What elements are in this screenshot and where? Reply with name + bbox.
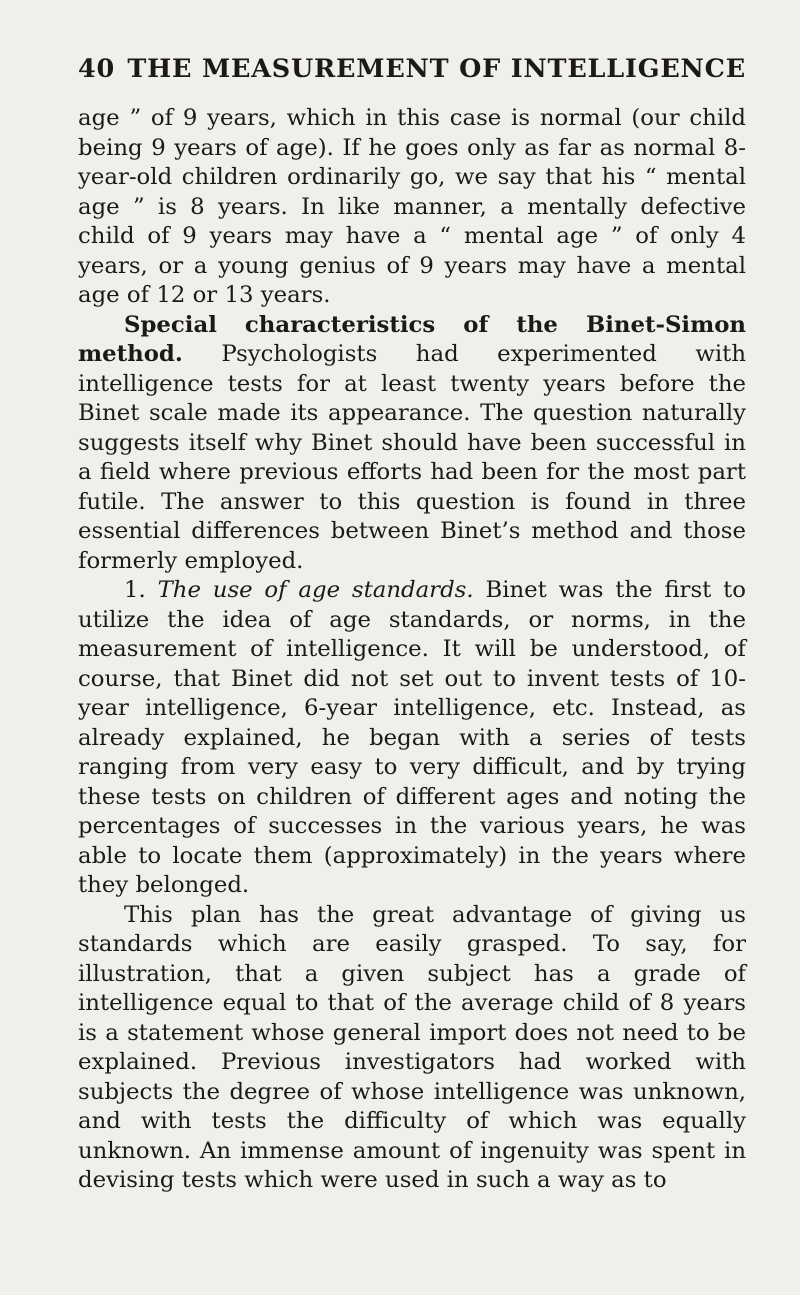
section-heading: Special characteristics of the Binet-Simon method. bbox=[78, 311, 746, 367]
paragraph-plan-advantage: This plan has the great advantage of giving us standards which are easily grasped. To say, for illustration, that a given subject has a grade of intelligence equal to that of the average child of 8 years is a statement whose general import does not need to be explained. Previous investigators had worked with subjects the degree of whose intelligence was unknown, and with tests the difficulty of which was equally unknown. An immense amount of ingenuity was spent in devising tests which were used in such a way as to bbox=[78, 901, 746, 1193]
paragraph-mental-age: age ” of 9 years, which in this case is normal (our child being 9 years of age). If he goes only as far as normal 8-year-old children ordinarily go, we say that his “ mental age ” is 8 years. In like manner, a mentally defective child of 9 years may have a “ mental age ” of only 4 years, or a young genius of 9 years may have a mental age of 12 or 13 years. bbox=[78, 105, 746, 308]
book-page bbox=[78, 54, 746, 1196]
running-head bbox=[78, 54, 746, 94]
body-text bbox=[78, 104, 746, 1196]
item-number: 1. bbox=[124, 577, 146, 603]
paragraph-special-characteristics bbox=[78, 311, 746, 577]
paragraph-text: Binet was the first to utilize the idea of age standards, or norms, in the measurement of intelligence. It will be understood, of course, that Binet did not set out to invent tests of 10-year intelligence, 6-year intelligence, etc. Instead, as already explained, he began with a series of tests ranging from very easy to very difficult, and by trying these tests on children of different ages and noting the percentages of successes in the various years, he was able to locate them (approximately) in the years where they belonged. bbox=[78, 577, 747, 898]
italic-heading: The use of age standards. bbox=[157, 577, 474, 603]
page-number: 40 bbox=[78, 54, 116, 84]
paragraph-age-standards bbox=[78, 576, 746, 901]
running-title: THE MEASUREMENT OF INTELLIGENCE bbox=[127, 54, 746, 84]
paragraph-text: Psychologists had experimented with intelligence tests for at least twenty years before the Binet scale made its appearance. The question naturally suggests itself why Binet should have been successful in a field where previous efforts had been for the most part futile. The answer to this question is found in three essential differences between Binet’s method and those formerly employed. bbox=[78, 341, 747, 574]
